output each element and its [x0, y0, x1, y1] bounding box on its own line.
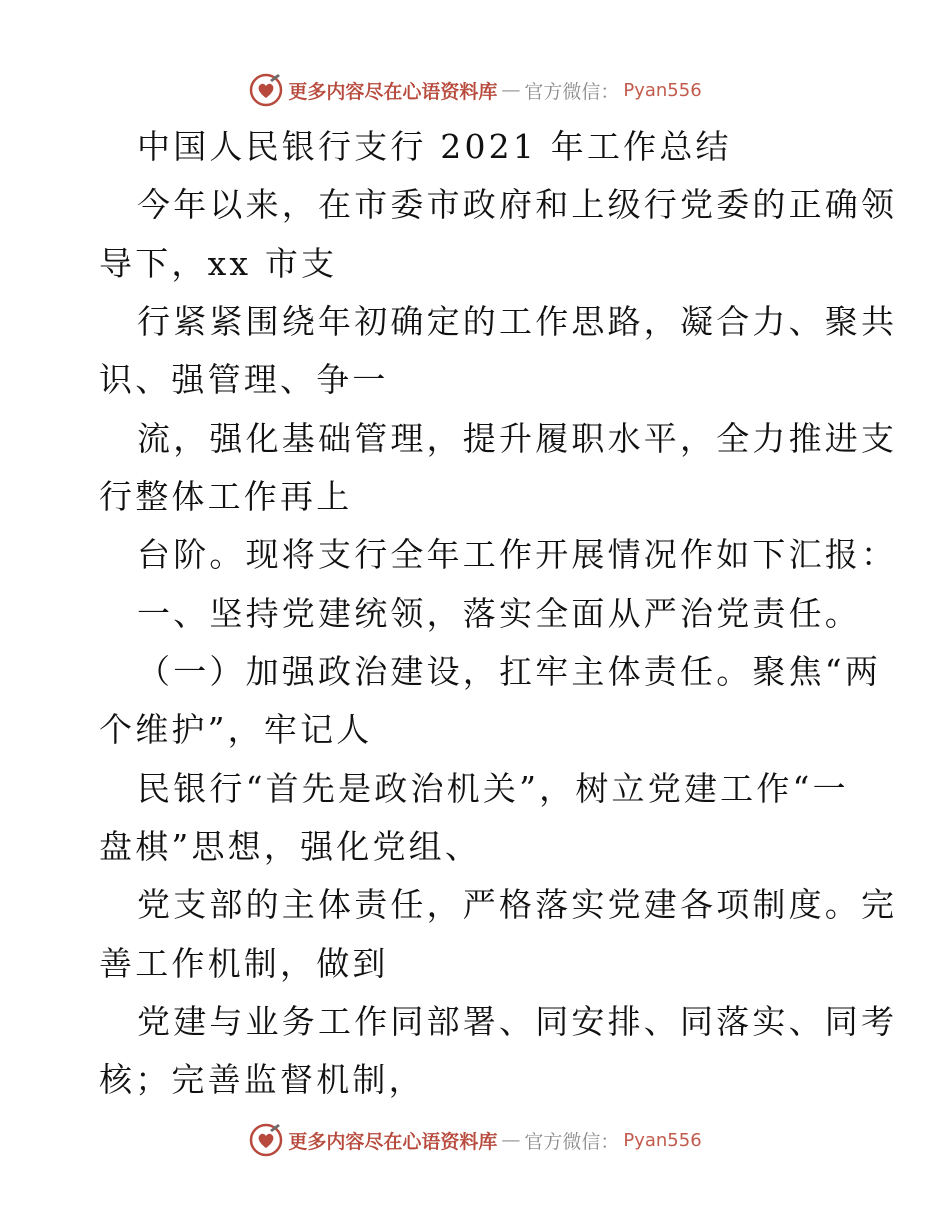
paragraph-line: 个维护”，牢记人 — [99, 710, 373, 749]
banner-wechat-id: Pyan556 — [623, 79, 702, 101]
paragraph-line: 党建与业务工作同部署、同安排、同落实、同考 — [137, 1002, 898, 1041]
paragraph-line: 善工作机制，做到 — [99, 944, 389, 983]
paragraph-line: 民银行“首先是政治机关”，树立党建工作“一 — [137, 769, 849, 808]
paragraph-line: 盘棋”思想，强化党组、 — [99, 827, 482, 866]
footer-banner — [0, 1118, 950, 1162]
heart-pen-logo-icon — [248, 1122, 284, 1158]
paragraph-line: 流，强化基础管理，提升履职水平，全力推进支 — [137, 419, 898, 458]
paragraph-line: 今年以来，在市委市政府和上级行党委的正确领 — [137, 185, 898, 224]
banner-separator: — — [501, 1129, 521, 1151]
paragraph-line: 台阶。现将支行全年工作开展情况作如下汇报： — [137, 535, 898, 574]
paragraph-line: 党支部的主体责任，严格落实党建各项制度。完 — [137, 885, 898, 924]
heart-pen-logo-icon — [248, 72, 284, 108]
document-title: 中国人民银行支行 2021 年工作总结 — [137, 127, 732, 166]
banner-wechat-label: 官方微信： — [524, 1130, 620, 1153]
paragraph-line: 导下，xx 市支 — [99, 244, 338, 283]
paragraph-line: 行整体工作再上 — [99, 477, 353, 516]
banner-wechat-id: Pyan556 — [623, 1129, 702, 1151]
banner-wechat-label: 官方微信： — [524, 80, 620, 103]
banner-title: 更多内容尽在心语资料库 — [288, 1130, 498, 1153]
header-banner — [0, 68, 950, 112]
paragraph-line: 识、强管理、争一 — [99, 360, 389, 399]
paragraph-line: 核；完善监督机制， — [99, 1060, 425, 1099]
section-heading: 一、坚持党建统领，落实全面从严治党责任。 — [137, 594, 861, 633]
banner-title: 更多内容尽在心语资料库 — [288, 80, 498, 103]
subsection-heading: （一）加强政治建设，扛牢主体责任。聚焦“两 — [137, 652, 882, 691]
banner-separator: — — [501, 79, 521, 101]
paragraph-line: 行紧紧围绕年初确定的工作思路，凝合力、聚共 — [137, 302, 898, 341]
